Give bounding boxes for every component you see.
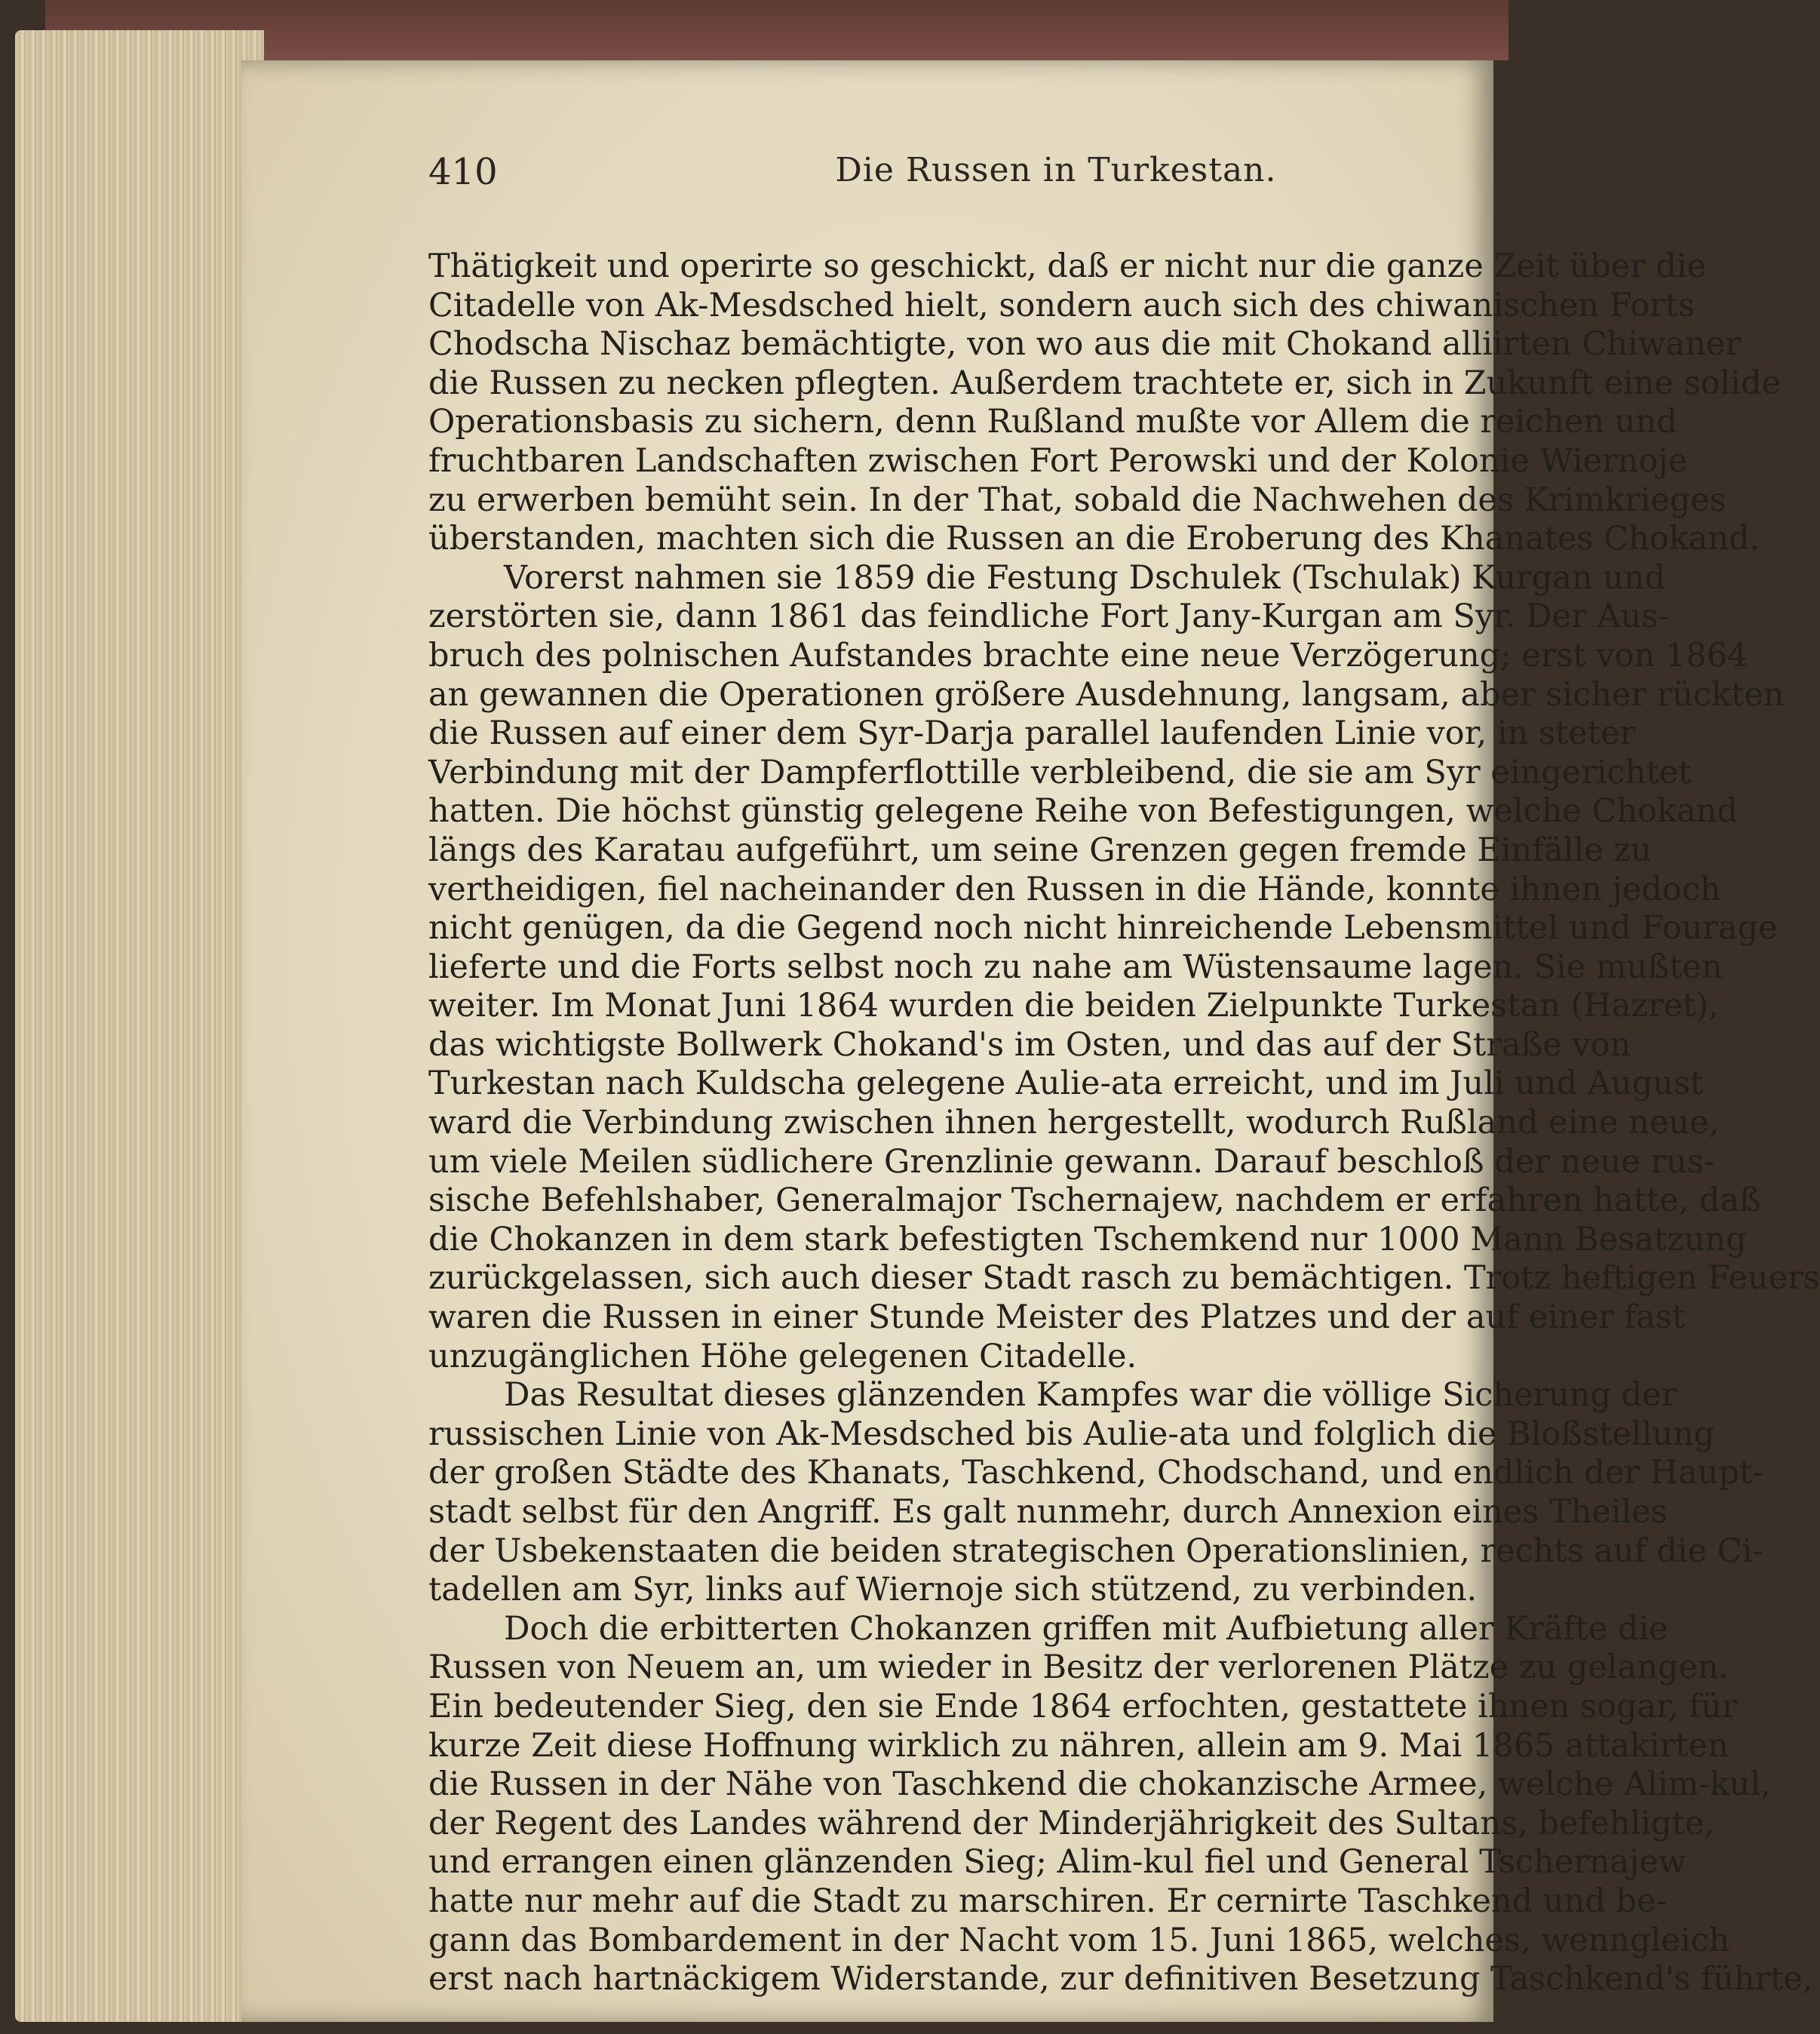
- text-line: zurückgelassen, sich auch dieser Stadt rasch zu bemächtigen. Trotz heftigen Feuers: [428, 1259, 1820, 1298]
- body-text: [428, 247, 1820, 1999]
- text-line: die Russen zu necken pflegten. Außerdem trachtete er, sich in Zukunft eine solide: [428, 364, 1782, 402]
- text-line: an gewannen die Operationen größere Ausdehnung, langsam, aber sicher rückten: [428, 675, 1785, 714]
- text-line: längs des Karatau aufgeführt, um seine Grenzen gegen fremde Einfälle zu: [428, 831, 1652, 869]
- text-line: hatte nur mehr auf die Stadt zu marschiren. Er cernirte Taschkend und be-: [428, 1882, 1667, 1920]
- text-line: Thätigkeit und operirte so geschickt, daß er nicht nur die ganze Zeit über die: [428, 247, 1707, 285]
- text-line: gann das Bombardement in der Nacht vom 15. Juni 1865, welches, wenngleich: [428, 1921, 1730, 1959]
- text-line: waren die Russen in einer Stunde Meister des Platzes und der auf einer fast: [428, 1298, 1686, 1337]
- text-line: stadt selbst für den Angriff. Es galt nunmehr, durch Annexion eines Theiles: [428, 1493, 1668, 1531]
- text-line: unzugänglichen Höhe gelegenen Citadelle.: [428, 1337, 1137, 1375]
- text-line: fruchtbaren Landschaften zwischen Fort Perowski und der Kolonie Wiernoje: [428, 441, 1688, 480]
- text-line: Das Resultat dieses glänzenden Kampfes war die völlige Sicherung der: [504, 1376, 1677, 1415]
- text-line: der großen Städte des Khanats, Taschkend, Chodschand, und endlich der Haupt-: [428, 1454, 1763, 1492]
- text-line: Operationsbasis zu sichern, denn Rußland mußte vor Allem die reichen und: [428, 403, 1677, 441]
- text-line: nicht genügen, da die Gegend noch nicht hinreichende Lebensmittel und Fourage: [428, 909, 1778, 948]
- text-line: ward die Verbindung zwischen ihnen hergestellt, wodurch Rußland eine neue,: [428, 1104, 1720, 1142]
- text-line: Turkestan nach Kuldscha gelegene Aulie-ata erreicht, und im Juli und August: [428, 1065, 1704, 1103]
- page-stack-edge: [15, 30, 264, 2022]
- text-line: lieferte und die Forts selbst noch zu nahe am Wüstensaume lagen. Sie mußten: [428, 948, 1723, 986]
- text-line: Russen von Neuem an, um wieder in Besitz der verlorenen Plätze zu gelangen.: [428, 1648, 1729, 1687]
- text-line: der Regent des Landes während der Minderjährigkeit des Sultans, befehligte,: [428, 1804, 1714, 1842]
- text-line: tadellen am Syr, links auf Wiernoje sich stützend, zu verbinden.: [428, 1571, 1478, 1609]
- text-line: Verbindung mit der Dampferflottille verbleibend, die sie am Syr eingerichtet: [428, 753, 1692, 791]
- page-number: 410: [428, 151, 498, 193]
- text-line: das wichtigste Bollwerk Chokand's im Osten, und das auf der Straße von: [428, 1025, 1631, 1064]
- book-page: [241, 60, 1820, 2022]
- text-line: hatten. Die höchst günstig gelegene Reihe von Befestigungen, welche Chokand: [428, 792, 1738, 831]
- text-line: sische Befehlshaber, Generalmajor Tschernajew, nachdem er erfahren hatte, daß: [428, 1181, 1761, 1220]
- text-line: erst nach hartnäckigem Widerstande, zur definitiven Besetzung Taschkend's führte,: [428, 1960, 1813, 1999]
- text-line: Chodscha Nischaz bemächtigte, von wo aus die mit Chokand alliirten Chiwaner: [428, 325, 1741, 364]
- running-title: Die Russen in Turkestan.: [835, 151, 1277, 189]
- text-line: zu erwerben bemüht sein. In der That, sobald die Nachwehen des Krimkrieges: [428, 481, 1726, 519]
- text-line: um viele Meilen südlichere Grenzlinie gewann. Darauf beschloß der neue rus-: [428, 1142, 1715, 1181]
- text-line: Citadelle von Ak-Mesdsched hielt, sondern auch sich des chiwanischen Forts: [428, 286, 1696, 324]
- text-line: Doch die erbitterten Chokanzen griffen mit Aufbietung aller Kräfte die: [504, 1609, 1668, 1648]
- book-cover-edge: [45, 0, 1508, 60]
- text-line: russischen Linie von Ak-Mesdsched bis Aulie-ata und folglich die Bloßstellung: [428, 1415, 1715, 1453]
- text-line: die Russen in der Nähe von Taschkend die chokanzische Armee, welche Alim-kul,: [428, 1765, 1771, 1804]
- text-line: bruch des polnischen Aufstandes brachte eine neue Verzögerung; erst von 1864: [428, 636, 1748, 674]
- text-line: Vorerst nahmen sie 1859 die Festung Dschulek (Tschulak) Kurgan und: [504, 558, 1666, 597]
- text-line: überstanden, machten sich die Russen an die Eroberung des Khanates Chokand.: [428, 520, 1760, 558]
- text-line: und errangen einen glänzenden Sieg; Alim-kul fiel und General Tschernajew: [428, 1843, 1686, 1882]
- text-line: weiter. Im Monat Juni 1864 wurden die beiden Zielpunkte Turkestan (Hazret),: [428, 987, 1719, 1025]
- text-line: kurze Zeit diese Hoffnung wirklich zu nähren, allein am 9. Mai 1865 attakirten: [428, 1726, 1729, 1765]
- text-line: Ein bedeutender Sieg, den sie Ende 1864 erfochten, gestattete ihnen sogar, für: [428, 1687, 1738, 1725]
- text-line: vertheidigen, fiel nacheinander den Russen in die Hände, konnte ihnen jedoch: [428, 870, 1721, 908]
- text-line: die Chokanzen in dem stark befestigten Tschemkend nur 1000 Mann Besatzung: [428, 1220, 1747, 1258]
- text-line: zerstörten sie, dann 1861 das feindliche Fort Jany-Kurgan am Syr. Der Aus-: [428, 598, 1669, 636]
- text-line: der Usbekenstaaten die beiden strategischen Operationslinien, rechts auf die Ci-: [428, 1532, 1763, 1570]
- page-header: [241, 151, 1493, 196]
- text-line: die Russen auf einer dem Syr-Darja parallel laufenden Linie vor, in steter: [428, 714, 1636, 753]
